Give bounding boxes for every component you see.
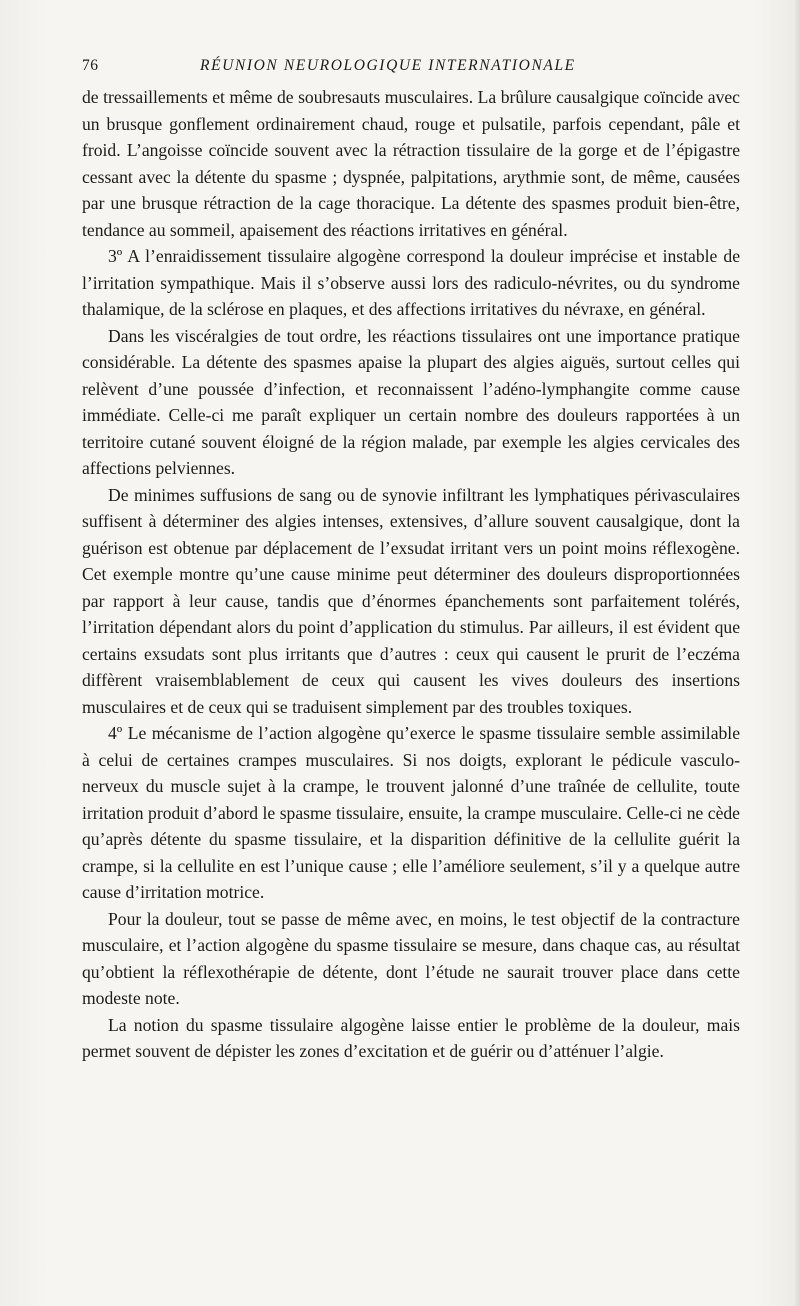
paragraph-suffusions: De minimes suffusions de sang ou de synovie infiltrant les lymphatiques périvasculaires suffisent à déterminer des algies intenses, extensives, d’allure souvent causalgique, dont la guérison est obtenue par déplacement de l’exsudat irritant vers un point moins réflexogène. Cet exemple montre qu’une cause minime peut déterminer des douleurs disproportionnées par rapport à leur cause, tandis que d’énormes épanchements sont parfaitement tolérés, l’irritation dépendant alors du point d’application du stimulus. Par ailleurs, il est évident que certains exsudats sont plus irritants que d’autres : ceux qui causent le prurit de l’eczéma diffèrent vraisemblablement de ceux qui causent les vives douleurs des insertions musculaires et de ceux qui se traduisent simplement par des troubles toxiques. (82, 484, 740, 717)
page-header (82, 54, 742, 78)
paragraph-point-3: 3º A l’enraidissement tissulaire algogène correspond la douleur imprécise et instable de l’irritation sympathique. Mais il s’observe aussi lors des radiculo-névrites, ou du syndrome thalamique, de la sclérose en plaques, et des affections irritatives du névraxe, en général. (82, 246, 740, 319)
paragraph-conclusion: La notion du spasme tissulaire algogène laisse entier le problème de la douleur, mais permet souvent de dépister les zones d’excitation et de guérir ou d’atténuer l’algie. (82, 1014, 740, 1061)
page-number: 76 (82, 57, 99, 74)
paragraph-continuation: de tressaillements et même de soubresauts musculaires. La brûlure causalgique coïncide avec un brusque gonflement ordinairement chaud, rouge et pulsatile, parfois cependant, pâle et froid. L’angoisse coïncide souvent avec la rétraction tissulaire de la gorge et de l’épigastre cessant avec la détente du spasme ; dyspnée, palpitations, arythmie sont, de même, causées par une brusque rétraction de la cage thoracique. La détente des spasmes produit bien-être, tendance au sommeil, apaisement des réactions irritatives en général. (82, 87, 740, 240)
page-edge-shadow (794, 0, 800, 1306)
paragraph-point-4: 4º Le mécanisme de l’action algogène qu’exerce le spasme tissulaire semble assimilable à celui de certaines crampes musculaires. Si nos doigts, explorant le pédicule vasculo-nerveux du muscle sujet à la crampe, le trouvent jalonné d’une traînée de cellulite, toute irritation produit d’abord le spasme tissulaire, ensuite, la crampe musculaire. Celle-ci ne cède qu’après détente du spasme tissulaire, et la disparition définitive de la cellulite guérit la crampe, si la cellulite en est l’unique cause ; elle l’améliore seulement, s’il y a quelque autre cause d’irritation motrice. (82, 723, 740, 902)
body-text (82, 84, 740, 1065)
paragraph-douleur: Pour la douleur, tout se passe de même avec, en moins, le test objectif de la contracture musculaire, et l’action algogène du spasme tissulaire se mesure, dans chaque cas, au résultat qu’obtient la réflexothérapie de détente, dont l’étude ne saurait trouver place dans cette modeste note. (82, 908, 740, 1008)
running-title: RÉUNION NEUROLOGIQUE INTERNATIONALE (200, 57, 576, 74)
paragraph-visceralgies: Dans les viscéralgies de tout ordre, les réactions tissulaires ont une importance pratique considérable. La détente des spasmes apaise la plupart des algies aiguës, surtout celles qui relèvent d’une poussée d’infection, et reconnaissent l’adéno-lymphangite comme cause immédiate. Celle-ci me paraît expliquer un certain nombre des douleurs rapportées à un territoire cutané souvent éloigné de la région malade, par exemple les algies cervicales des affections pelviennes. (82, 325, 740, 478)
